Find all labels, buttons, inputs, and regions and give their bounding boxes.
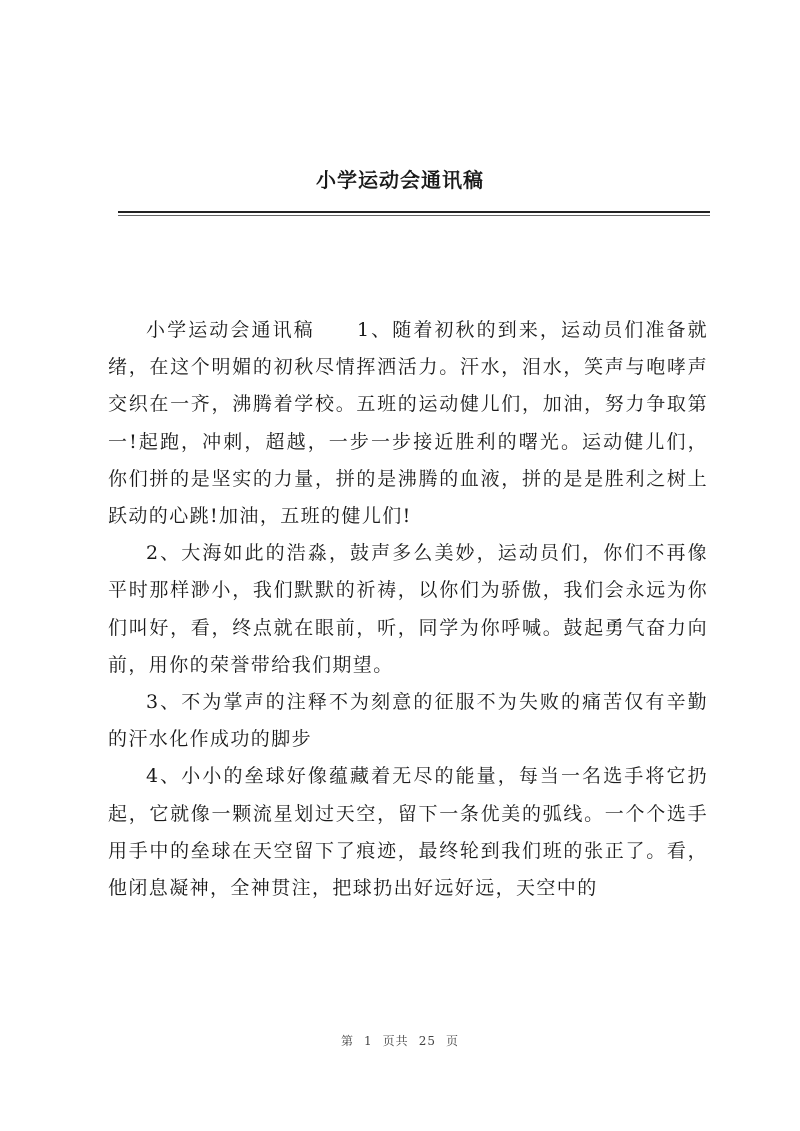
footer-page-label: 第 [341, 1034, 355, 1048]
footer-current-page: 1 [364, 1034, 373, 1048]
footer-end-label: 页 [445, 1034, 459, 1048]
document-body [108, 312, 708, 907]
paragraph-4: 4、小小的垒球好像蕴藏着无尽的能量，每当一名选手将它扔起，它就像一颗流星划过天空，留下一条优美的弧线。一个个选手用手中的垒球在天空留下了痕迹，最终轮到我们班的张正了。看，他闭息凝神，全神贯注，把球扔出好远好远，天空中的 [108, 765, 708, 900]
paragraph-1: 小学运动会通讯稿 1、随着初秋的到来，运动员们准备就绪，在这个明媚的初秋尽情挥洒活力。汗水，泪水，笑声与咆哮声交织在一齐，沸腾着学校。五班的运动健儿们，加油，努力争取第一!起跑，冲刺，超越，一步一步接近胜利的曙光。运动健儿们，你们拼的是坚实的力量，拼的是沸腾的血液，拼的是是胜利之树上跃动的心跳!加油，五班的健儿们! [108, 319, 708, 528]
footer-of-label: 页共 [382, 1034, 409, 1048]
paragraph-3: 3、不为掌声的注释不为刻意的征服不为失败的痛苦仅有辛勤的汗水化作成功的脚步 [108, 691, 708, 751]
footer-total-pages: 25 [418, 1034, 436, 1048]
title-divider-thin [118, 215, 710, 216]
paragraph-2: 2、大海如此的浩淼，鼓声多么美妙，运动员们，你们不再像平时那样渺小，我们默默的祈祷，以你们为骄傲，我们会永远为你们叫好，看，终点就在眼前，听，同学为你呼喊。鼓起勇气奋力向前，用你的荣誉带给我们期望。 [108, 542, 708, 676]
title-divider [118, 211, 710, 213]
page-footer [0, 1032, 800, 1049]
page-title: 小学运动会通讯稿 [316, 168, 484, 192]
